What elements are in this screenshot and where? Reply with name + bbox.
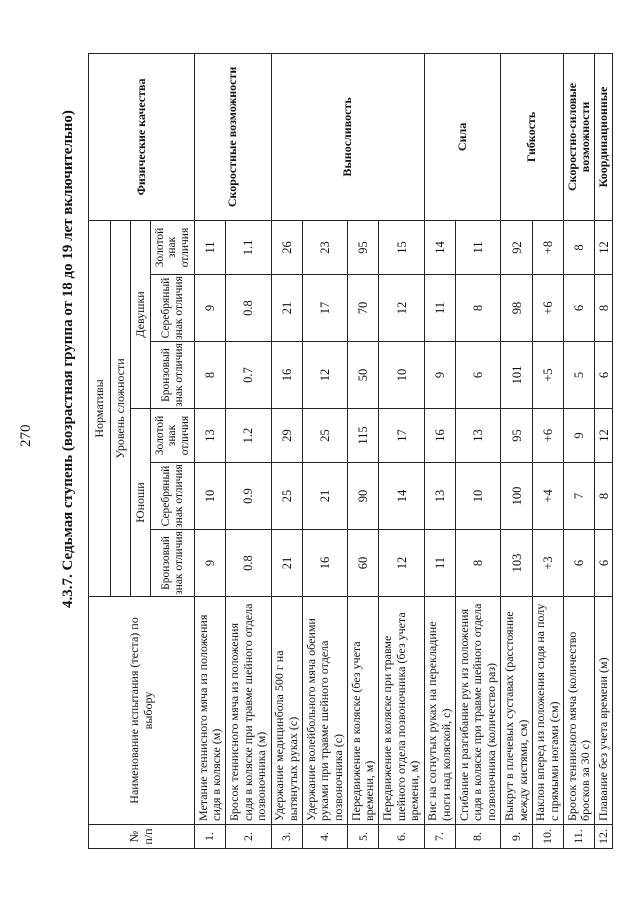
girls-silver-value: 6	[563, 275, 594, 342]
header-girls-silver: Серебряный знак отличия	[151, 275, 195, 342]
table-row	[595, 53, 613, 848]
table-row	[501, 53, 532, 848]
boys-silver-value: 14	[379, 463, 424, 530]
girls-gold-value: 12	[595, 220, 613, 274]
boys-bronze-value: 16	[302, 530, 347, 597]
test-name: Выкрут в плечевых суставах (расстояние между кистями, см)	[501, 597, 532, 825]
girls-gold-value: 23	[302, 220, 347, 274]
girls-bronze-value: 16	[271, 342, 302, 409]
girls-silver-value: 70	[348, 275, 379, 342]
boys-bronze-value: 6	[595, 530, 613, 597]
boys-bronze-value: +3	[532, 530, 563, 597]
girls-bronze-value: +5	[532, 342, 563, 409]
girls-gold-value: 11	[456, 220, 501, 274]
header-level: Уровень сложности	[111, 220, 131, 596]
header-num: № п/п	[89, 825, 195, 849]
girls-gold-value: +8	[532, 220, 563, 274]
girls-silver-value: 8	[595, 275, 613, 342]
section-title: 4.3.7. Седьмая ступень (возрастная группа от 18 до 19 лет включительно)	[60, 110, 76, 608]
boys-silver-value: 13	[424, 463, 455, 530]
girls-bronze-value: 50	[348, 342, 379, 409]
boys-gold-value: 95	[501, 409, 532, 463]
girls-gold-value: 95	[348, 220, 379, 274]
table-row	[271, 53, 302, 848]
boys-silver-value: 100	[501, 463, 532, 530]
quality-endurance: Выносливость	[271, 53, 424, 220]
girls-bronze-value: 9	[424, 342, 455, 409]
boys-silver-value: 21	[302, 463, 347, 530]
test-name: Передвижение в коляске при травме шейного отдела позвоночника (без учета времени, м)	[379, 597, 424, 825]
boys-silver-value: 0.9	[226, 463, 271, 530]
girls-bronze-value: 6	[456, 342, 501, 409]
boys-bronze-value: 21	[271, 530, 302, 597]
row-number: 8.	[456, 825, 501, 849]
boys-gold-value: 1.2	[226, 409, 271, 463]
girls-gold-value: 1.1	[226, 220, 271, 274]
boys-silver-value: 8	[595, 463, 613, 530]
boys-bronze-value: 11	[424, 530, 455, 597]
test-name: Сгибание и разгибание рук из положения сидя в коляске при травме шейного отдела позвоночника (количество раз)	[456, 597, 501, 825]
boys-silver-value: 10	[456, 463, 501, 530]
girls-bronze-value: 10	[379, 342, 424, 409]
girls-bronze-value: 12	[302, 342, 347, 409]
test-name: Метание теннисного мяча из положения сидя в коляске (м)	[195, 597, 226, 825]
boys-gold-value: 13	[195, 409, 226, 463]
header-boys: Юноши	[131, 409, 151, 597]
quality-strength: Сила	[424, 53, 501, 220]
row-number: 4.	[302, 825, 347, 849]
header-girls-gold: Золотой знак отличия	[151, 220, 195, 274]
boys-silver-value: 90	[348, 463, 379, 530]
boys-gold-value: 17	[379, 409, 424, 463]
quality-flexibility: Гибкость	[501, 53, 564, 220]
boys-bronze-value: 60	[348, 530, 379, 597]
girls-gold-value: 26	[271, 220, 302, 274]
boys-gold-value: 13	[456, 409, 501, 463]
girls-silver-value: 21	[271, 275, 302, 342]
header-girls-bronze: Бронзовый знак отличия	[151, 342, 195, 409]
girls-bronze-value: 0.7	[226, 342, 271, 409]
boys-silver-value: 10	[195, 463, 226, 530]
girls-silver-value: 9	[195, 275, 226, 342]
page-number: 270	[18, 424, 34, 447]
boys-silver-value: 25	[271, 463, 302, 530]
girls-gold-value: 15	[379, 220, 424, 274]
row-number: 7.	[424, 825, 455, 849]
row-number: 1.	[195, 825, 226, 849]
girls-gold-value: 92	[501, 220, 532, 274]
rotated-table-container	[88, 54, 613, 849]
header-boys-bronze: Бронзовый знак отличия	[151, 530, 195, 597]
girls-gold-value: 11	[195, 220, 226, 274]
girls-gold-value: 14	[424, 220, 455, 274]
boys-bronze-value: 9	[195, 530, 226, 597]
test-name: Вис на согнутых руках на перекладине (ноги над коляской, с)	[424, 597, 455, 825]
test-name: Наклон вперед из положения сидя на полу с прямыми ногами (см)	[532, 597, 563, 825]
row-number: 12.	[595, 825, 613, 849]
test-name: Плавание без учета времени (м)	[595, 597, 613, 825]
girls-bronze-value: 101	[501, 342, 532, 409]
girls-bronze-value: 6	[595, 342, 613, 409]
header-boys-silver: Серебряный знак отличия	[151, 463, 195, 530]
test-name: Передвижение в коляске (без учета времени, м)	[348, 597, 379, 825]
girls-silver-value: 0.8	[226, 275, 271, 342]
header-qualities: Физические качества	[89, 53, 195, 220]
quality-coordination: Координационные	[595, 53, 613, 220]
girls-bronze-value: 8	[195, 342, 226, 409]
girls-silver-value: 11	[424, 275, 455, 342]
header-norms: Нормативы	[89, 220, 111, 596]
boys-gold-value: 12	[595, 409, 613, 463]
table-row	[424, 53, 455, 848]
row-number: 3.	[271, 825, 302, 849]
boys-bronze-value: 8	[456, 530, 501, 597]
quality-speed: Скоростные возможности	[195, 53, 272, 220]
row-number: 10.	[532, 825, 563, 849]
quality-speed-strength: Скоростно-силовые возможности	[563, 53, 594, 220]
girls-silver-value: 98	[501, 275, 532, 342]
girls-gold-value: 8	[563, 220, 594, 274]
girls-silver-value: +6	[532, 275, 563, 342]
boys-bronze-value: 12	[379, 530, 424, 597]
boys-bronze-value: 0.8	[226, 530, 271, 597]
boys-bronze-value: 6	[563, 530, 594, 597]
row-number: 2.	[226, 825, 271, 849]
table-row	[563, 53, 594, 848]
table-row	[195, 53, 226, 848]
boys-gold-value: 115	[348, 409, 379, 463]
test-name: Бросок теннисного мяча (количество бросков за 30 с)	[563, 597, 594, 825]
boys-gold-value: 16	[424, 409, 455, 463]
girls-silver-value: 12	[379, 275, 424, 342]
row-number: 5.	[348, 825, 379, 849]
boys-gold-value: 29	[271, 409, 302, 463]
header-girls: Девушки	[131, 220, 151, 408]
girls-bronze-value: 5	[563, 342, 594, 409]
row-number: 11.	[563, 825, 594, 849]
boys-gold-value: 25	[302, 409, 347, 463]
header-test-name: Наименование испытания (теста) по выбору	[89, 597, 195, 825]
boys-silver-value: +4	[532, 463, 563, 530]
row-number: 6.	[379, 825, 424, 849]
test-name: Удержание волейбольного мяча обеими руками при травме шейного отдела позвоночника (с)	[302, 597, 347, 825]
boys-silver-value: 7	[563, 463, 594, 530]
test-name: Бросок теннисного мяча из положения сидя в коляске при травме шейного отдела позвоночника (м)	[226, 597, 271, 825]
norms-table	[88, 53, 613, 849]
boys-gold-value: 9	[563, 409, 594, 463]
row-number: 9.	[501, 825, 532, 849]
girls-silver-value: 17	[302, 275, 347, 342]
header-boys-gold: Золотой знак отличия	[151, 409, 195, 463]
boys-gold-value: +6	[532, 409, 563, 463]
girls-silver-value: 8	[456, 275, 501, 342]
boys-bronze-value: 103	[501, 530, 532, 597]
test-name: Удержание медицинбола 500 г на вытянутых руках (с)	[271, 597, 302, 825]
